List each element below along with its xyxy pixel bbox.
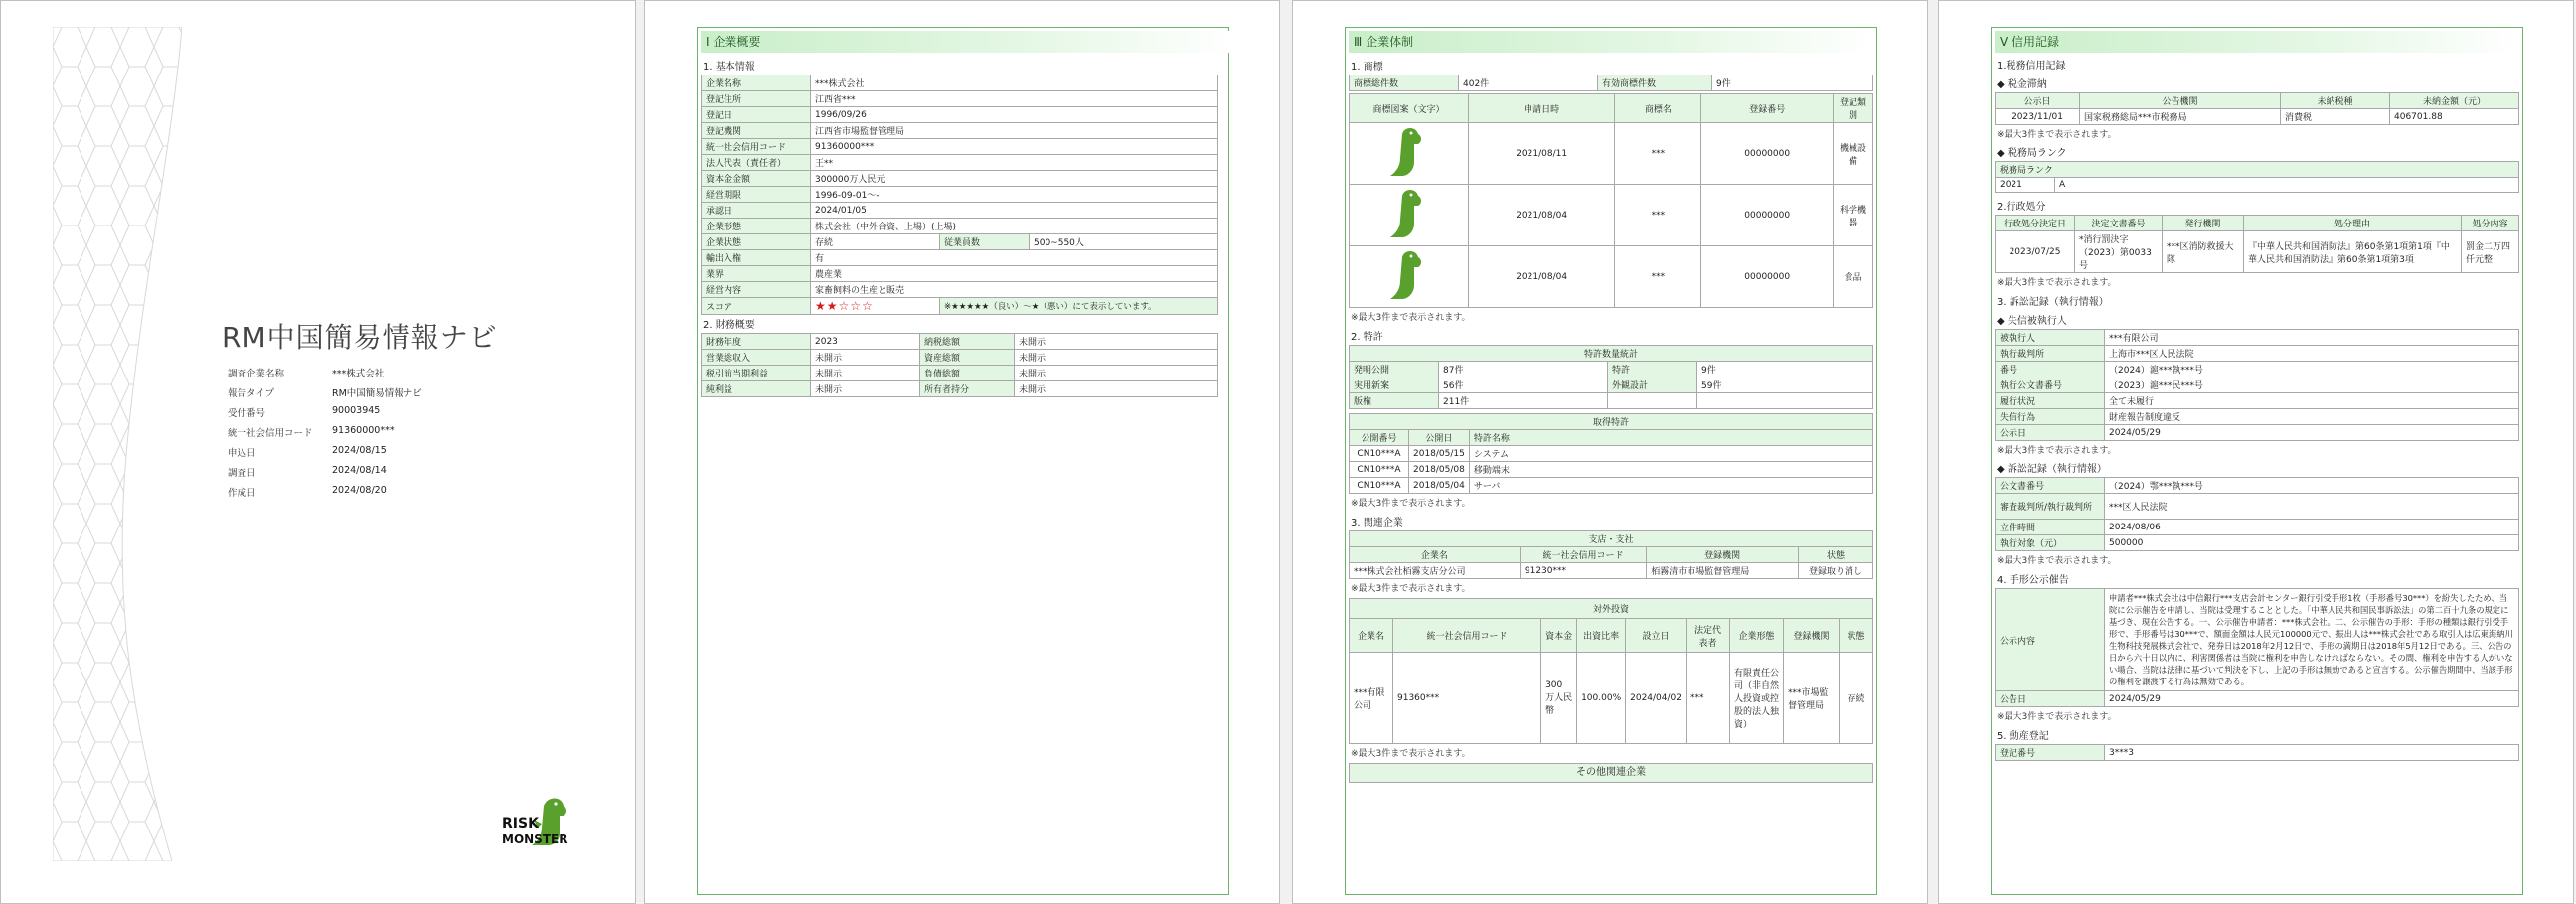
- table-row: 純利益 未開示 所有者持分 未開示: [702, 381, 1218, 397]
- table-row: 公示内容 申請者***株式会社は中信銀行***支店会計センター銀行引受手形1枚（手形番号30***）を紛失したため、当院に公示催告を申請し、当院は受理することとした。「中華人民共和国民事訴訟法」の第二百十九条の規定に基づき、現在公告する。一、公示催告申請者：***株式会社。二、公示催告の手形：手形の種類は銀行引受手形で、手形番号は30***で、額面金額は人民元100000元で、振出人は***株式会社である取引人は広東海納川生物科技発展株式会社で、発券日は2018年2月12日で、手形の満期日は2018年5月12日である。三、公告の日から六十日以内に、利害関係者は当院に権利を申告しなければならない。その間、権利を申告する人がいない場合、当院は法律に基づいて判決を下し、上記の手形は無効であると宣言する。公示催告期間中、当該手形の権利を譲渡する行為は無効である。: [1996, 589, 2519, 691]
- note-text: ※最大3件まで表示されます。: [1351, 584, 1471, 594]
- financial-table: [701, 333, 1218, 397]
- subsection-title: 1. 基本情報: [703, 62, 755, 73]
- table-row: 2021/08/04 *** 00000000 科学機器: [1350, 185, 1873, 246]
- other-related-companies-bar: その他関連企業: [1349, 763, 1873, 783]
- subsection-title: 5. 動産登記: [1997, 731, 2049, 742]
- table-row: 公告日 2024/05/29: [1996, 691, 2519, 707]
- subsection-title: 1.税務信用記録: [1997, 61, 2066, 72]
- svg-text:MONSTER: MONSTER: [502, 832, 568, 846]
- score-row: スコア ★★☆☆☆ ※★★★★★（良い）～★（悪い）にて表示しています。: [702, 298, 1218, 315]
- cover-row: 報告タイプ RM中国簡易情報ナビ: [228, 388, 422, 399]
- tax-rank-table: 税務局ランク 2021 A: [1995, 161, 2519, 193]
- table-row: 輸出入権 有: [702, 250, 1218, 266]
- table-row: 版権 211件: [1350, 393, 1873, 409]
- table-row: 立件時間 2024/08/06: [1996, 520, 2519, 535]
- basic-info-table: [701, 75, 1218, 315]
- table-row: 営業総収入 未開示 資産総額 未開示: [702, 350, 1218, 366]
- subsection-title: 2. 特許: [1351, 332, 1383, 343]
- table-row: ***株式会社栢霧支店分公司 91230*** 栢霧清市市場監督管理局 登録取り消し: [1350, 563, 1873, 579]
- table-row: 登記住所 江西省***: [702, 91, 1218, 107]
- subsection-title: 4. 手形公示催告: [1997, 575, 2069, 586]
- dinosaur-trademark-icon: [1384, 124, 1434, 180]
- table-row: 執行裁判所 上海市***区人民法院: [1996, 346, 2519, 362]
- table-row: 執行対象（元） 500000: [1996, 535, 2519, 551]
- table-row: 企業名称 ***株式会社: [702, 75, 1218, 91]
- cover-info-list: [228, 366, 422, 505]
- cover-row: 調査企業名称 ***株式会社: [228, 369, 385, 379]
- dinosaur-trademark-icon: [1384, 186, 1434, 241]
- table-row: 発明公開 87件 特許 9件: [1350, 362, 1873, 377]
- cover-row: 統一社会信用コード 91360000***: [228, 425, 395, 439]
- section-heading: Ⅲ 企業体制: [1349, 31, 1873, 53]
- table-row: 公文書番号 （2024）鄂***執***号: [1996, 478, 2519, 494]
- table-row: 登記機関 江西省市場監督管理局: [702, 123, 1218, 139]
- table-row: 2021 A: [1996, 178, 2519, 193]
- table-row: 番号 （2024）滬***執***号: [1996, 362, 2519, 377]
- table-row: 法人代表（責任者） 王**: [702, 155, 1218, 171]
- table-row: CN10***A 2018/05/15 システム: [1350, 446, 1873, 462]
- administrative-penalty-table: 行政処分決定日 決定文書番号 発行機関 処分理由 処分内容 2023/07/25 *消行罰決字（2023）第0033号 ***区消防救援大隊 『中華人民共和国消防法』第60条第1項第1項『中華人民共和国消防法』第60条第1項第3項 罰金二万四仟元整: [1995, 215, 2519, 273]
- table-row: 登記日 1996/09/26: [702, 107, 1218, 123]
- table-row: 財務年度 2023 納税総額 未開示: [702, 334, 1218, 350]
- table-row: 企業状態 存続 従業員数 500~550人: [702, 234, 1218, 250]
- table-row: 資本金金額 300000万人民元: [702, 171, 1218, 187]
- note-text: ※最大3件まで表示されます。: [1997, 446, 2117, 456]
- diamond-subtitle: ◆ 税務局ランク: [1997, 148, 2067, 159]
- diamond-subtitle: ◆ 失信被執行人: [1997, 316, 2067, 327]
- credit-record-page: [1938, 0, 2574, 904]
- section-heading: Ⅰ 企業概要: [701, 31, 1233, 53]
- note-text: ※最大3件まで表示されます。: [1351, 749, 1471, 759]
- table-row: 執行公文書番号 （2023）滬***民***号: [1996, 377, 2519, 393]
- note-text: ※最大3件まで表示されます。: [1351, 313, 1471, 323]
- cover-page: [0, 0, 636, 904]
- table-row: 統一社会信用コード 91360000***: [702, 139, 1218, 155]
- investment-table: 対外投資 企業名 統一社会信用コード 資本金 出資比率 設立日 法定代表者 企業形態 登録機関 状態 ***有限公司 91360*** 300 万人民幣 100.00% 2024/04/02 *** 有限責任公司（非自然人投資或控股的法人独資） ***市場監督管理局 存続: [1349, 598, 1873, 744]
- note-text: ※最大3件まで表示されます。: [1997, 278, 2117, 288]
- table-row: 企業形態 株式会社（中外合資、上場）(上場): [702, 219, 1218, 234]
- score-stars: ★★☆☆☆: [811, 298, 940, 315]
- hexagon-pattern-graphic: [53, 27, 182, 861]
- table-row: 承認日 2024/01/05: [702, 203, 1218, 219]
- subsection-title: 2.行政処分: [1997, 202, 2046, 213]
- table-row: 履行状況 全て未履行: [1996, 393, 2519, 409]
- table-row: 被執行人 ***有限公司: [1996, 330, 2519, 346]
- note-text: ※最大3件まで表示されます。: [1997, 712, 2117, 722]
- table-row: 経営期限 1996-09-01～-: [702, 187, 1218, 203]
- table-row: 業界 農産業: [702, 266, 1218, 282]
- table-row: 公示日 2024/05/29: [1996, 425, 2519, 441]
- note-text: ※最大3件まで表示されます。: [1997, 130, 2117, 140]
- dinosaur-trademark-icon: [1384, 247, 1434, 303]
- litigation-execution-table: [1995, 477, 2519, 551]
- subsection-title: 3. 関連企業: [1351, 518, 1403, 528]
- svg-text:RISK: RISK: [502, 816, 539, 831]
- note-text: ※最大3件まで表示されます。: [1997, 556, 2117, 566]
- subsection-title: 2. 財務概要: [703, 320, 755, 331]
- table-row: 税引前当期利益 未開示 負債総額 未開示: [702, 366, 1218, 381]
- movable-property-table: [1995, 744, 2519, 761]
- report-title: RM中国簡易情報ナビ: [222, 321, 498, 354]
- table-row: 2023/07/25 *消行罰決字（2023）第0033号 ***区消防救援大隊 『中華人民共和国消防法』第60条第1項第1項『中華人民共和国消防法』第60条第1項第3項 罰金二万四仟元整: [1996, 231, 2519, 273]
- table-row: 2021/08/04 *** 00000000 食品: [1350, 246, 1873, 308]
- table-row: 登記番号 3***3: [1996, 745, 2519, 761]
- section-heading: Ⅴ 信用記録: [1995, 31, 2519, 53]
- branch-table: 支店・支社 企業名 統一社会信用コード 登録機関 状態 ***株式会社栢霧支店分公司 91230*** 栢霧清市市場監督管理局 登録取り消し: [1349, 530, 1873, 579]
- table-row: CN10***A 2018/05/08 移動端末: [1350, 462, 1873, 478]
- table-row: ***有限公司 91360*** 300 万人民幣 100.00% 2024/04/02 *** 有限責任公司（非自然人投資或控股的法人独資） ***市場監督管理局 存続: [1350, 653, 1873, 744]
- risk-monster-logo: [498, 794, 587, 849]
- table-row: 実用新案 56件 外観設計 59件: [1350, 377, 1873, 393]
- acquired-patent-table: 取得特許 公開番号 公開日 特許名称 CN10***A 2018/05/15 システム CN10***A 2018/05/08 移動端末 CN10***A 2018/05/04 サーバ: [1349, 413, 1873, 494]
- subsection-title: 1. 商標: [1351, 62, 1383, 73]
- table-row: 2021/08/11 *** 00000000 機械設備: [1350, 123, 1873, 185]
- trademark-summary-table: 商標総件数 402件 有効商標件数 9件: [1349, 75, 1873, 91]
- patent-stats-table: 特許数量統計 発明公開 87件 特許 9件 実用新案 56件 外観設計 59件 版権 211件: [1349, 345, 1873, 409]
- diamond-subtitle: ◆ 税金滞納: [1997, 79, 2047, 90]
- cover-row: 申込日 2024/08/15: [228, 445, 387, 459]
- diamond-subtitle: ◆ 訴訟記録（執行情報）: [1997, 464, 2107, 475]
- note-text: ※最大3件まで表示されます。: [1351, 499, 1471, 509]
- company-overview-page: [644, 0, 1280, 904]
- table-row: 審査裁判所/執行裁判所 ***区人民法院: [1996, 494, 2519, 520]
- dishonest-debtor-table: [1995, 329, 2519, 441]
- cover-row: 調査日 2024/08/14: [228, 465, 387, 479]
- table-row: CN10***A 2018/05/04 サーバ: [1350, 478, 1873, 494]
- table-row: 2023/11/01 国家税務総局***市税務局 消費税 406701.88: [1996, 109, 2519, 125]
- cover-row: 受付番号 90003945: [228, 405, 381, 419]
- cover-row: 作成日 2024/08/20: [228, 485, 387, 499]
- bill-notice-table: [1995, 588, 2519, 707]
- subsection-title: 3. 訴訟記録（執行情報）: [1997, 297, 2109, 308]
- table-row: 失信行為 財産報告制度違反: [1996, 409, 2519, 425]
- table-row: 経営内容 家畜飼料の生産と販売: [702, 282, 1218, 298]
- company-structure-page: [1292, 0, 1928, 904]
- tax-arrears-table: 公示日 公告機関 未納税種 未納金額（元） 2023/11/01 国家税務総局***市税務局 消費税 406701.88: [1995, 92, 2519, 125]
- trademark-table: 商標図案（文字） 申請日時 商標名 登録番号 登記類別 2021/08/11 *** 00000000 機械設備 2021/08/04 *** 00000000 科学機器 2021/08/04 *** 00000000 食品: [1349, 93, 1873, 308]
